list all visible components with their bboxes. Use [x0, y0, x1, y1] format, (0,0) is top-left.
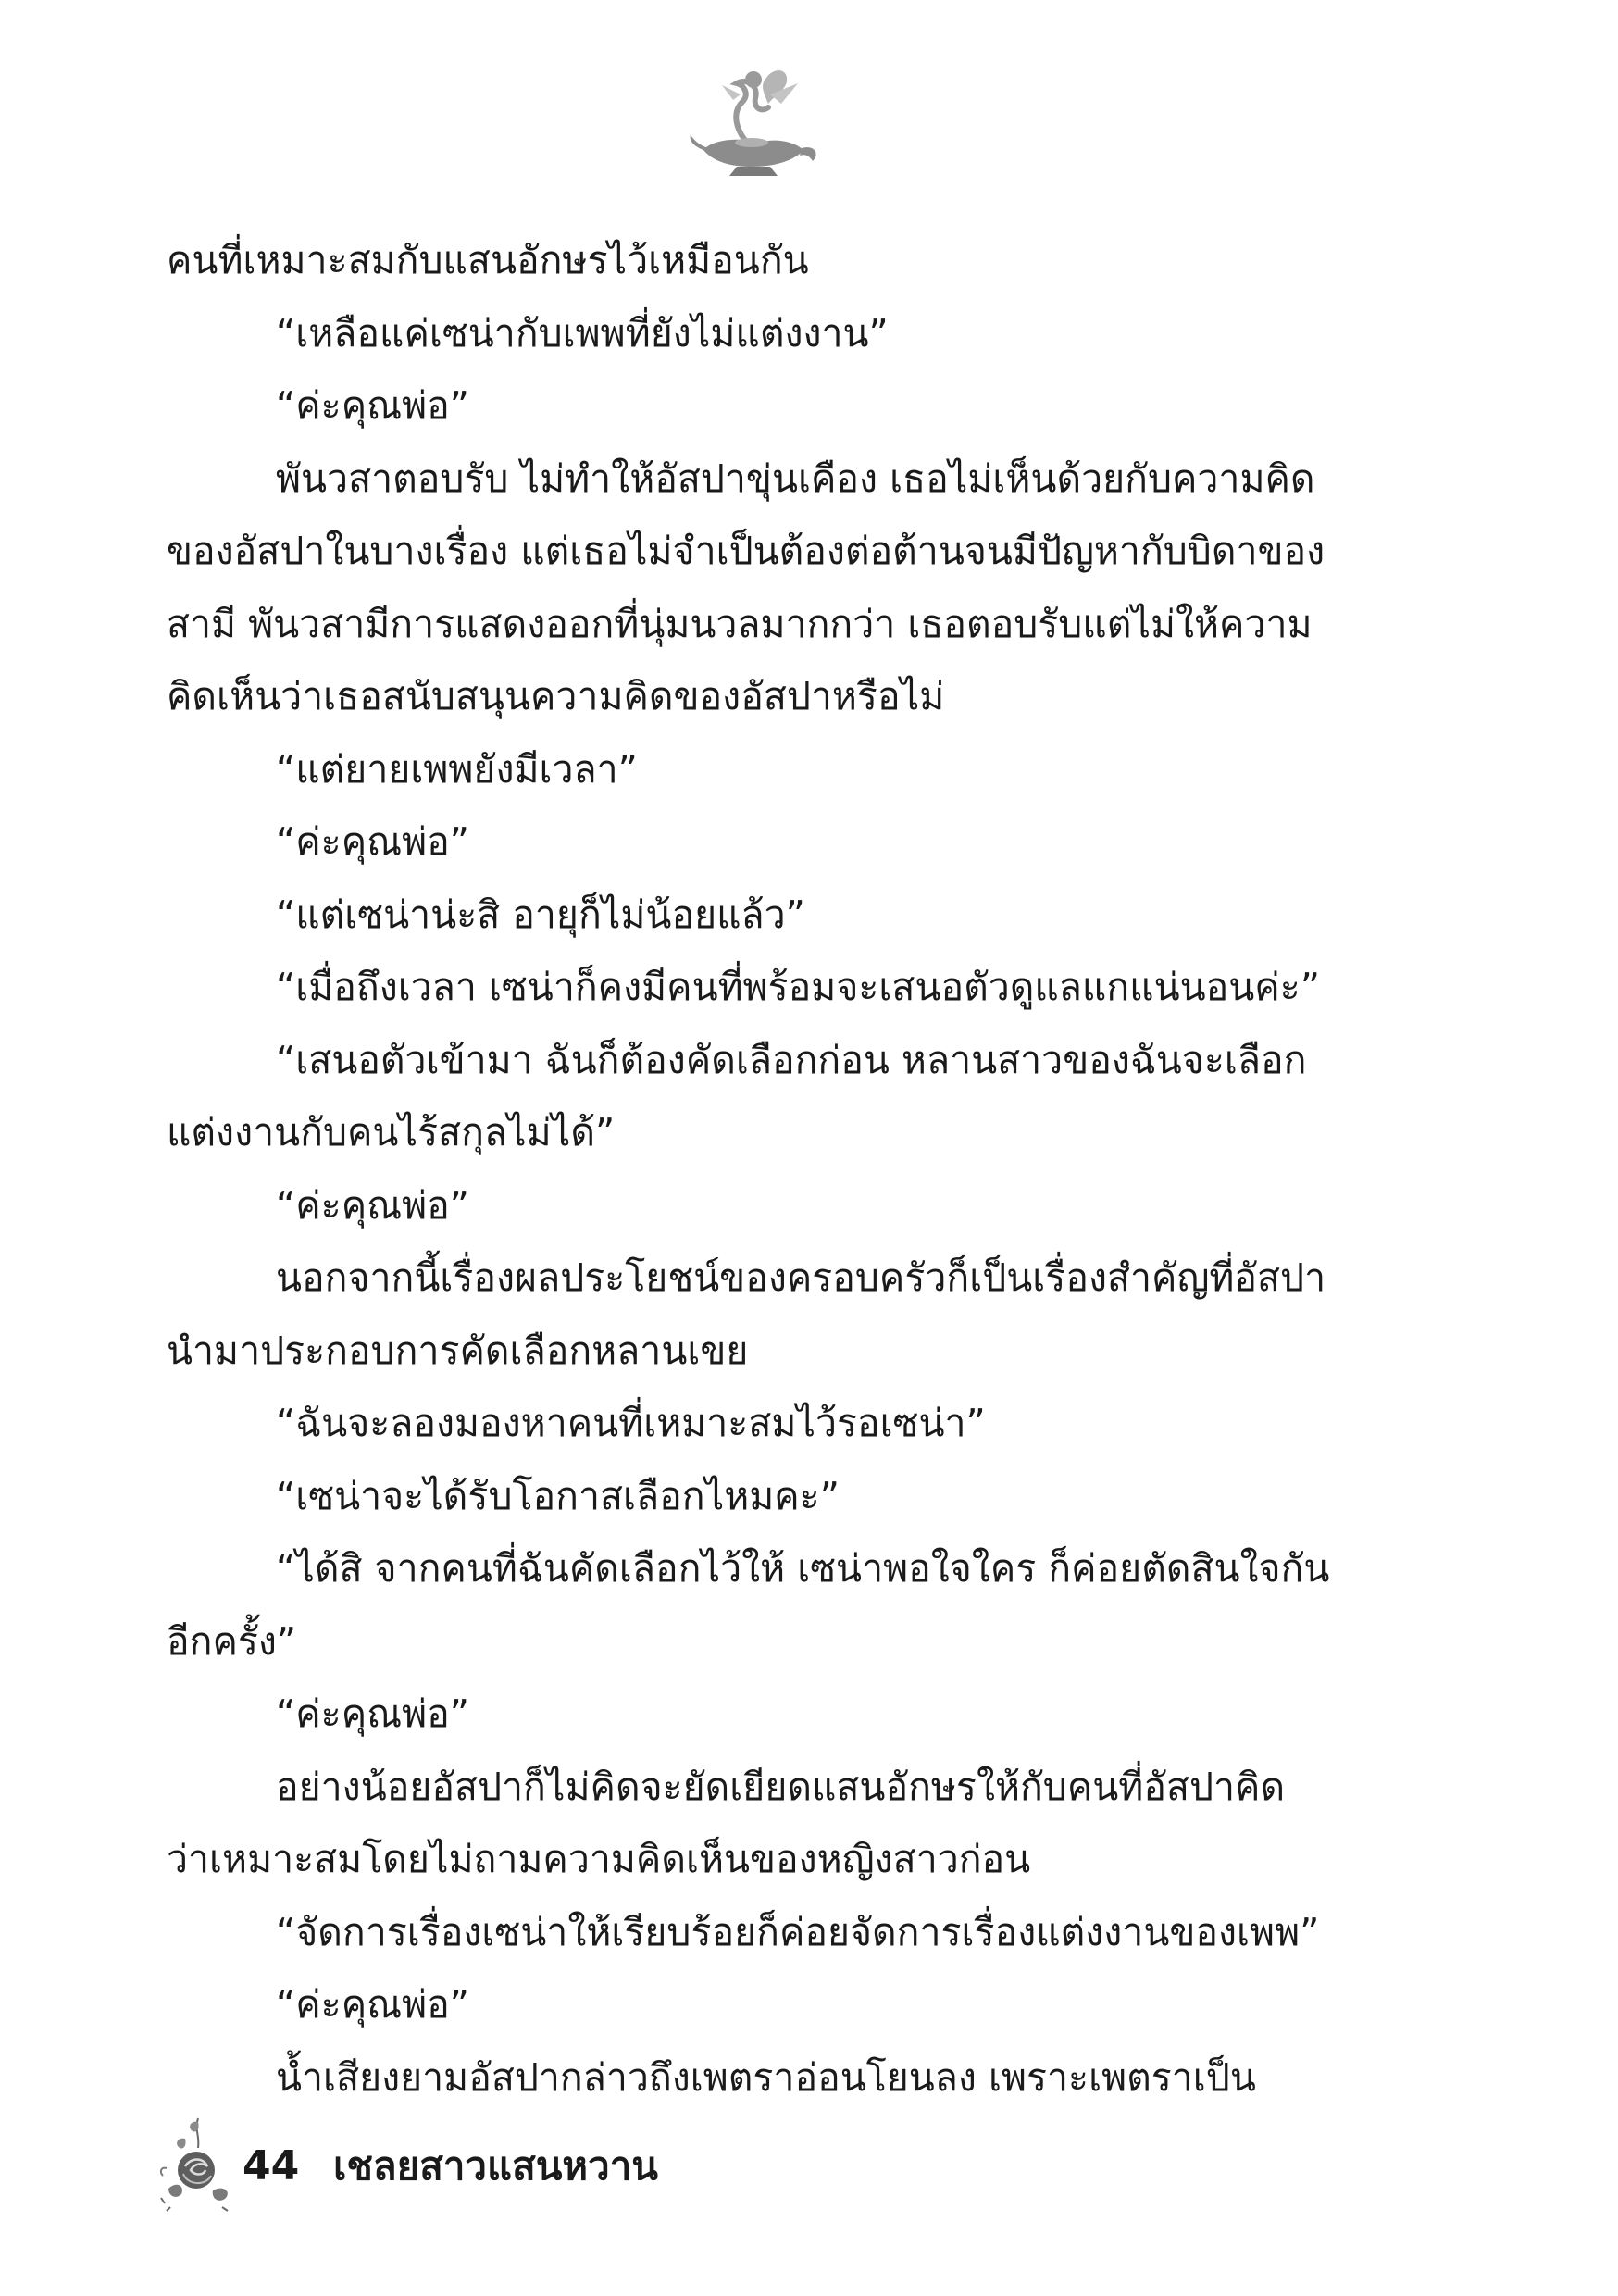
- text-line: “ค่ะคุณพ่อ”: [276, 383, 470, 428]
- text-line: “เสนอตัวเข้ามา ฉันก็ต้องคัดเลือกก่อน หลานสาวของฉันจะเลือก: [276, 1037, 1307, 1082]
- page-number: 44: [243, 2142, 300, 2190]
- text-line: คนที่เหมาะสมกับแสนอักษรไว้เหมือนกัน: [167, 238, 809, 282]
- text-line: ของอัสปาในบางเรื่อง แต่เธอไม่จำเป็นต้องต่อต้านจนมีปัญหากับบิดาของ: [167, 529, 1326, 573]
- text-line: “ค่ะคุณพ่อ”: [276, 1182, 470, 1228]
- text-line: น้ำเสียงยามอัสปากล่าวถึงเพตราอ่อนโยนลง เพราะเพตราเป็น: [276, 2054, 1256, 2100]
- text-line: แต่งงานกับคนไร้สกุลไม่ได้”: [167, 1110, 616, 1154]
- text-line: “เซน่าจะได้รับโอกาสเลือกไหมคะ”: [276, 1473, 840, 1518]
- text-line: นอกจากนี้เรื่องผลประโยชน์ของครอบครัวก็เป็นเรื่องสำคัญที่อัสปา: [276, 1255, 1326, 1300]
- text-line: “ค่ะคุณพ่อ”: [276, 1982, 470, 2027]
- text-line: “ค่ะคุณพ่อ”: [276, 1691, 470, 1736]
- text-line: อีกครั้ง”: [167, 1618, 297, 1664]
- text-line: “แต่ยายเพพยังมีเวลา”: [276, 746, 638, 792]
- text-line: ว่าเหมาะสมโดยไม่ถามความคิดเห็นของหญิงสาวก่อน: [167, 1837, 1031, 1881]
- rose-icon: [157, 2111, 241, 2213]
- text-line: “ได้สิ จากคนที่ฉันคัดเลือกไว้ให้ เซน่าพอใจใคร ก็ค่อยตัดสินใจกัน: [276, 1546, 1330, 1591]
- text-line: “ค่ะคุณพ่อ”: [276, 819, 470, 864]
- body-text: [167, 224, 1351, 2114]
- text-line: พันวสาตอบรับ ไม่ทำให้อัสปาขุ่นเคือง เธอไม่เห็นด้วยกับความคิด: [276, 455, 1315, 501]
- text-line: “เมื่อถึงเวลา เซน่าก็คงมีคนที่พร้อมจะเสนอตัวดูแลแกแน่นอนค่ะ”: [276, 965, 1320, 1009]
- text-line: นำมาประกอบการคัดเลือกหลานเขย: [167, 1328, 749, 1373]
- text-line: “เหลือแค่เซน่ากับเพพที่ยังไม่แต่งงาน”: [276, 310, 889, 356]
- text-line: “จัดการเรื่องเซน่าให้เรียบร้อยก็ค่อยจัดการเรื่องแต่งงานของเพพ”: [276, 1909, 1320, 1954]
- text-line: “แต่เซน่าน่ะสิ อายุก็ไม่น้อยแล้ว”: [276, 892, 805, 937]
- text-line: อย่างน้อยอัสปาก็ไม่คิดจะยัดเยียดแสนอักษรให้กับคนที่อัสปาคิด: [276, 1764, 1286, 1809]
- text-line: คิดเห็นว่าเธอสนับสนุนความคิดของอัสปาหรือไม่: [167, 674, 945, 718]
- text-line: สามี พันวสามีการแสดงออกที่นุ่มนวลมากกว่า เธอตอบรับแต่ไม่ให้ความ: [167, 601, 1313, 646]
- text-line: “ฉันจะลองมองหาคนที่เหมาะสมไว้รอเซน่า”: [276, 1401, 986, 1445]
- book-title: เชลยสาวแสนหวาน: [333, 2143, 658, 2189]
- page-footer: [157, 2111, 898, 2213]
- genie-lamp-icon: [685, 57, 824, 187]
